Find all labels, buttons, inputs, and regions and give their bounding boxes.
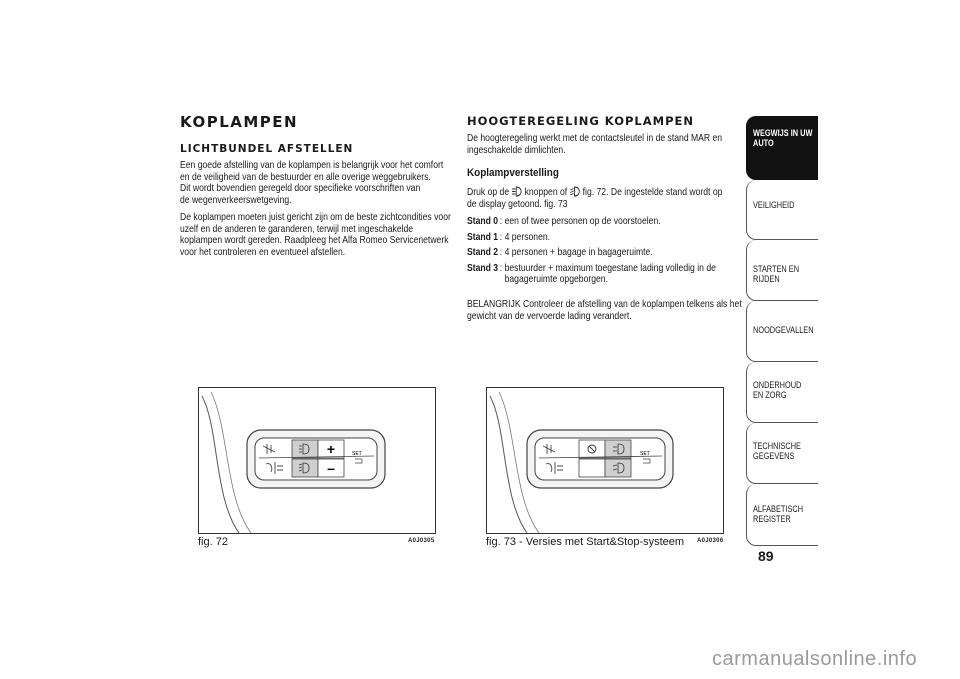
tab-technische-gegevens[interactable]: TECHNISCHE GEGEVENS xyxy=(746,423,818,484)
headlamp-switch-panel-illustration xyxy=(199,388,435,533)
tab-onderhoud-en-zorg[interactable]: ONDERHOUD EN ZORG xyxy=(746,362,818,423)
stand-row: Stand 2 : 4 personen + bagage in bagageruimte. xyxy=(467,246,653,258)
heading-koplampverstelling: Koplampverstelling xyxy=(467,167,559,179)
figure-72-caption: fig. 72 xyxy=(198,536,228,548)
tab-starten-en-rijden[interactable]: STARTEN EN RIJDEN xyxy=(746,240,818,301)
paragraph-gericht: De koplampen moeten juist gericht zijn om de beste zichtcondities voor uzelf en de anderen te garanderen, terwijl met ingeschakelde koplampen wordt gereden. Raadpleeg het Alfa Romeo Servicenetwerk voor het controleren en eventueel afstellen. xyxy=(180,211,451,258)
minus-label: – xyxy=(327,460,335,476)
stand-row: Stand 3 : bestuurder + maximum toegestane lading volledig in de bagageruimte opgeborgen. xyxy=(467,261,716,285)
left-body-text xyxy=(180,160,451,264)
figure-73-caption: fig. 73 - Versies met Start&Stop-systeem xyxy=(486,536,685,548)
stand-list xyxy=(467,216,716,286)
tab-alfabetisch-register[interactable]: ALFABETISCH REGISTER xyxy=(746,484,818,546)
watermark: carmanualsonline.info xyxy=(712,648,918,670)
plus-label: + xyxy=(326,441,336,457)
tab-wegwijs-in-uw-auto[interactable]: WEGWIJS IN UW AUTO xyxy=(746,116,818,180)
stand-row: Stand 0 : een of twee personen op de voorstoelen. xyxy=(467,215,661,227)
subtitle-lichtbundel: LICHTBUNDEL AFSTELLEN xyxy=(180,143,354,155)
figure-73-image xyxy=(486,387,724,534)
figure-73-code: A0J0306 xyxy=(697,538,724,544)
tab-veiligheid[interactable]: VEILIGHEID xyxy=(746,180,818,240)
figure-72-image xyxy=(198,387,436,534)
section-title-hoogteregeling: HOOGTEREGELING KOPLAMPEN xyxy=(467,114,694,128)
start-stop-switch-panel-illustration xyxy=(487,388,723,533)
important-note: BELANGRIJK Controleer de afstelling van de koplampen telkens als het gewicht van de vervoerde lading verandert. xyxy=(467,298,742,322)
druk-op-text: Druk op de knoppen of fig. 72. De ingestelde stand wordt op de display getoond. fig. 73 xyxy=(467,186,723,210)
tab-noodgevallen[interactable]: NOODGEVALLEN xyxy=(746,301,818,362)
figure-72-code: A0J0305 xyxy=(408,538,435,544)
paragraph-comfort: Een goede afstelling van de koplampen is belangrijk voor het comfort en de veiligheid van de bestuurder en alle overige weggebruikers. Dit wordt bovendien geregeld door specifieke voorschriften van de wegenverkeerswetgeving. xyxy=(180,159,444,206)
headlamp-up-icon xyxy=(512,186,523,197)
headlamp-down-icon xyxy=(570,186,581,197)
intro-text: De hoogteregeling werkt met de contactsleutel in de stand MAR en ingeschakelde dimlichten. xyxy=(467,132,723,156)
page-number: 89 xyxy=(758,548,774,564)
stand-row: Stand 1 : 4 personen. xyxy=(467,230,551,243)
section-title-koplampen: KOPLAMPEN xyxy=(180,113,299,131)
set-label: SET xyxy=(640,451,650,457)
set-label: SET xyxy=(352,451,362,457)
